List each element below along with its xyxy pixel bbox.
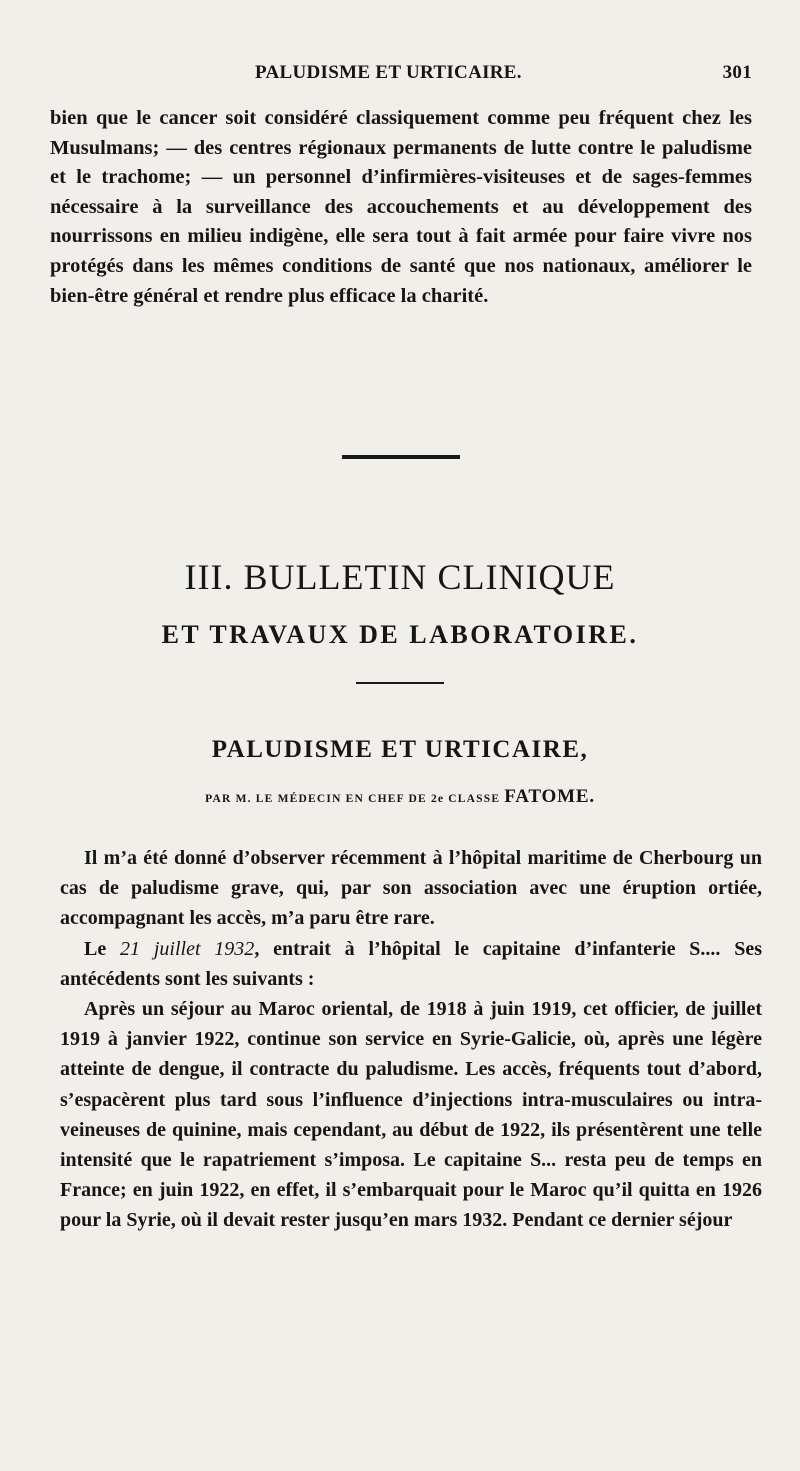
body-paragraph-2 (60, 934, 762, 994)
section-subtitle: ET TRAVAUX DE LABORATOIRE. (161, 620, 639, 649)
body-paragraph-3: Après un séjour au Maroc oriental, de 1918 à juin 1919, cet officier, de juillet 1919 à janvier 1922, continue son service en Syrie-Galicie, où, après une légère atteinte de dengue, il contracte du paludisme. Les accès, fréquents tout d’abord, s’espacèrent plus tard sous l’influence d’injections intra-musculaires ou intra-veineuses de quinine, mais cependant, au début de 1922, ils présentèrent une telle intensité que le rapatriement s’imposa. Le capitaine S... resta peu de temps en France; en juin 1922, en effet, il s’embarquait pour le Maroc qu’il quitta en 1926 pour la Syrie, où il devait rester jusqu’en mars 1932. Pendant ce dernier séjour (60, 998, 762, 1232)
article-body (60, 843, 762, 1236)
p2-start: Le (84, 937, 107, 960)
byline (0, 786, 800, 808)
title-divider (356, 682, 444, 684)
section-divider (342, 455, 460, 459)
continuation-paragraph: bien que le cancer soit considéré classiquement comme peu fréquent chez les Musulmans; — des centres régionaux permanents de lutte contre le paludisme et le trachome; — un personnel d’infirmières-visiteuses et de sages-femmes nécessaire à la surveillance des accouchements et au développement des nourrissons en milieu indigène, elle sera tout à fait armée pour faire vivre nos protégés dans les mêmes conditions de santé que nos nationaux, améliorer le bien-être général et rendre plus efficace la charité. (50, 107, 752, 307)
section-title: III. BULLETIN CLINIQUE (184, 557, 616, 597)
article-title: PALUDISME ET URTICAIRE, (211, 736, 589, 763)
running-title: PALUDISME ET URTICAIRE. (255, 62, 522, 83)
body-paragraph-1: Il m’a été donné d’observer récemment à l’hôpital maritime de Cherbourg un cas de paludisme grave, qui, par son association avec une éruption ortiée, accompagnant les accès, m’a paru être rare. (60, 847, 762, 930)
page-number: 301 (722, 62, 752, 83)
byline-prefix: PAR M. LE MÉDECIN EN CHEF DE 2e CLASSE (205, 793, 501, 805)
author-name: FATOME. (504, 786, 595, 807)
running-head (0, 62, 800, 86)
p2-rest: , entrait à l’hôpital le capitaine d’infanterie S.... Ses antécédents sont les suivants : (60, 937, 762, 990)
p2-date: 21 juillet 1932 (120, 937, 255, 960)
